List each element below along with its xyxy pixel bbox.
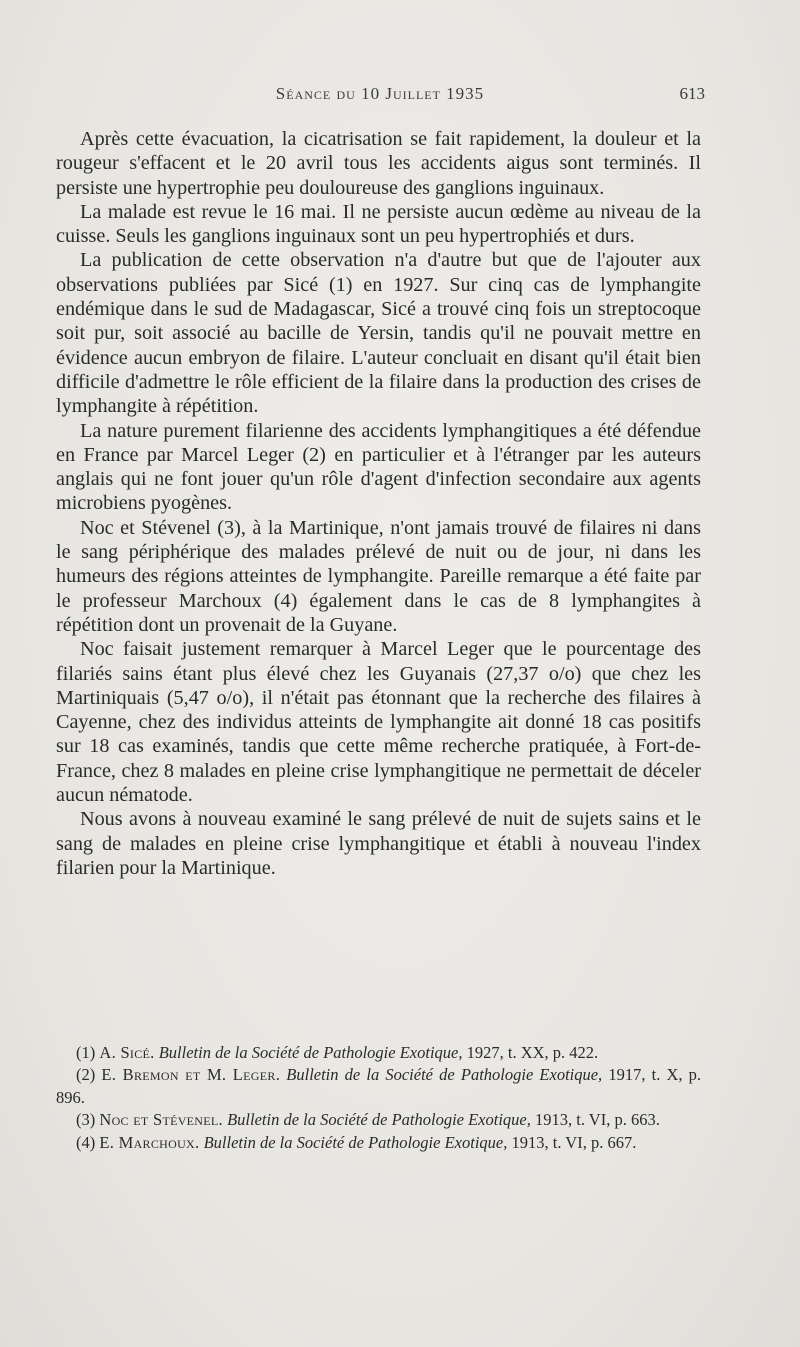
- footnotes: [56, 1042, 701, 1154]
- footnote-journal: Bulletin de la Société de Pathologie Exotique,: [227, 1110, 531, 1130]
- footnote-ref: 1913, t. VI, p. 667.: [511, 1132, 637, 1152]
- footnote: [56, 1042, 701, 1064]
- paragraph: Noc et Stévenel (3), à la Martinique, n'ont jamais trouvé de filaires ni dans le sang périphérique des malades prélevé de nuit ou de jour, ni dans les humeurs des régions atteintes de lymphangite. Pareille remarque a été faite par le professeur Marchoux (4) également dans le cas de 8 lymphangites à répétition dont un provenait de la Guyane.: [56, 516, 701, 636]
- footnote-ref: 1913, t. VI, p. 663.: [535, 1110, 660, 1130]
- paragraph: Noc faisait justement remarquer à Marcel Leger que le pourcentage des filariés sains étant plus élevé chez les Guyanais (27,37 o/o) que chez les Martiniquais (5,47 o/o), il n'était pas étonnant que la recherche des filaires à Cayenne, chez des individus atteints de lymphangite ait donné 18 cas positifs sur 18 cas examinés, tandis que cette même recherche pratiquée, à Fort-de-France, chez 8 malades en pleine crise lymphangitique ne permettait de déceler aucun nématode.: [56, 638, 701, 807]
- footnote: [56, 1064, 701, 1109]
- page-number: 613: [679, 84, 705, 103]
- page-header: [0, 84, 800, 108]
- footnote-journal: Bulletin de la Société de Pathologie Exotique,: [203, 1132, 508, 1152]
- footnote-marker: (4): [76, 1132, 96, 1152]
- footnote: [56, 1109, 701, 1131]
- paragraph: La nature purement filarienne des accidents lymphangitiques a été défendue en France par Marcel Leger (2) en particulier et à l'étranger par les auteurs anglais qui ne font jouer qu'un rôle d'agent d'infection secondaire aux agents microbiens pyogènes.: [56, 419, 701, 515]
- footnote-author: E. Bremon et M. Leger.: [101, 1065, 281, 1085]
- footnote-marker: (1): [76, 1043, 96, 1062]
- footnote-marker: (3): [76, 1110, 96, 1130]
- footnote-ref: 1917, t. X, p. 896.: [56, 1065, 702, 1107]
- footnote-author: A. Sicé.: [99, 1043, 155, 1062]
- footnote-author: E. Marchoux.: [99, 1132, 200, 1152]
- footnote-ref: 1927, t. XX, p. 422.: [466, 1043, 599, 1062]
- footnote-author: Noc et Stévenel.: [99, 1110, 223, 1130]
- paragraph: La publication de cette observation n'a d'autre but que de l'ajouter aux observations publiées par Sicé (1) en 1927. Sur cinq cas de lymphangite endémique dans le sud de Madagascar, Sicé a trouvé cinq fois un streptocoque soit pur, soit associé au bacille de Yersin, tandis qu'il ne pouvait mettre en évidence aucun embryon de filaire. L'auteur concluait en disant qu'il était bien difficile d'admettre le rôle efficient de la filaire dans la production des crises de lymphangite à répétition.: [56, 249, 701, 418]
- footnote-marker: (2): [76, 1065, 96, 1085]
- footnote-journal: Bulletin de la Société de Pathologie Exotique,: [158, 1043, 463, 1062]
- footnote-journal: Bulletin de la Société de Pathologie Exotique,: [286, 1065, 603, 1085]
- body-text: [56, 127, 701, 880]
- paragraph: Nous avons à nouveau examiné le sang prélevé de nuit de sujets sains et le sang de malades en pleine crise lymphangitique et établi à nouveau l'index filarien pour la Martinique.: [56, 808, 701, 879]
- running-title: Séance du 10 Juillet 1935: [275, 84, 485, 103]
- paragraph: La malade est revue le 16 mai. Il ne persiste aucun œdème au niveau de la cuisse. Seuls les ganglions inguinaux sont un peu hypertrophiés et durs.: [56, 200, 701, 248]
- footnote: [56, 1132, 701, 1154]
- paragraph: Après cette évacuation, la cicatrisation se fait rapidement, la douleur et la rougeur s'effacent et le 20 avril tous les accidents aigus sont terminés. Il persiste une hypertrophie peu douloureuse des ganglions inguinaux.: [56, 128, 701, 199]
